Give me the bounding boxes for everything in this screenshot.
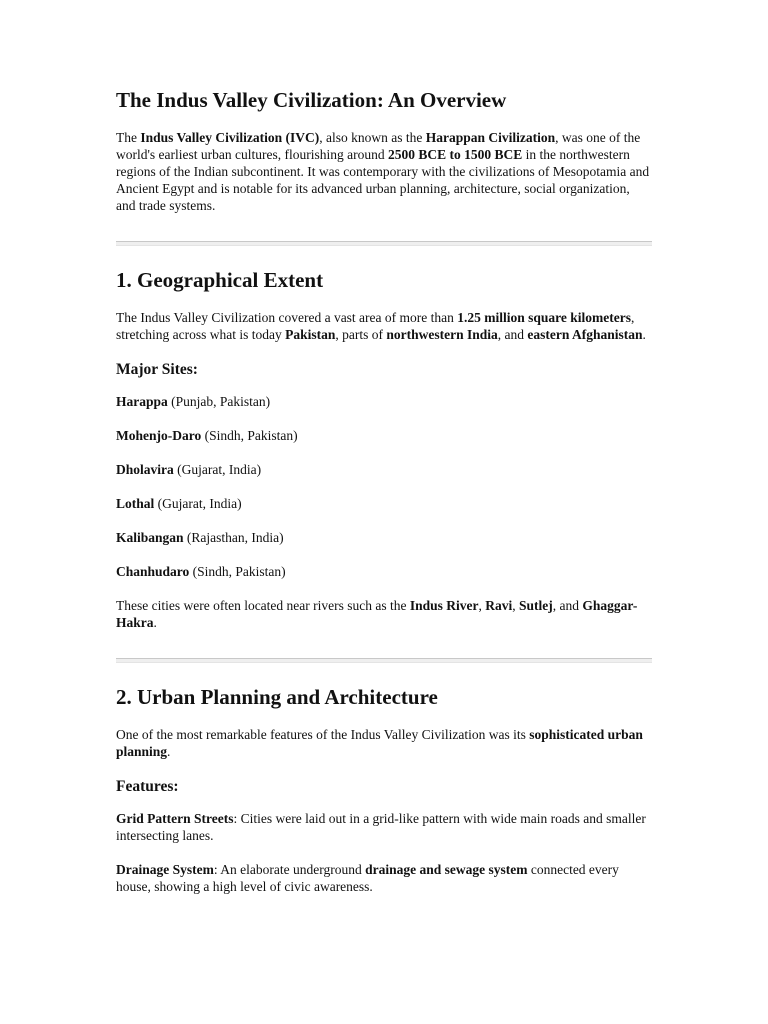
- section-heading-geography: 1. Geographical Extent: [116, 268, 324, 292]
- site-name: Chanhudaro: [116, 564, 190, 579]
- bold-text: drainage and sewage system: [365, 862, 528, 877]
- site-location: (Rajasthan, India): [183, 530, 284, 545]
- site-location: (Sindh, Pakistan): [189, 564, 286, 579]
- site-location: (Gujarat, India): [173, 462, 262, 477]
- site-name: Dholavira: [116, 462, 174, 477]
- site-item: [116, 529, 652, 546]
- text-run: These cities were often located near rivers such as the: [116, 598, 410, 613]
- bold-text: Indus River: [409, 598, 479, 613]
- text-run: ,: [478, 598, 486, 613]
- text-run: The: [116, 130, 141, 145]
- document-page: [116, 86, 652, 912]
- site-item: [116, 427, 652, 444]
- site-name: Lothal: [116, 496, 155, 511]
- bold-text: 2500 BCE to 1500 BCE: [388, 147, 523, 162]
- site-name: Harappa: [116, 394, 168, 409]
- text-run: , also known as the: [319, 130, 426, 145]
- site-name: Kalibangan: [116, 530, 184, 545]
- site-item: [116, 495, 652, 512]
- bold-text: Pakistan: [285, 327, 336, 342]
- bold-text: Indus Valley Civilization (IVC): [140, 130, 320, 145]
- rivers-paragraph: [116, 597, 652, 631]
- geography-paragraph: [116, 309, 652, 343]
- text-run: : Cities were laid out in a grid-like pattern with wide main roads and smaller intersecting lanes.: [116, 811, 646, 843]
- site-item: [116, 563, 652, 580]
- text-run: .: [153, 615, 157, 630]
- site-location: (Sindh, Pakistan): [201, 428, 298, 443]
- urban-planning-paragraph: [116, 726, 652, 760]
- site-item: [116, 393, 652, 410]
- bold-text: Grid Pattern Streets: [116, 811, 234, 826]
- text-run: in the northwestern regions of the Indian subcontinent. It was contemporary with the civilizations of Mesopotamia and Ancient Egypt and is notable for its advanced urban planning, architecture, social organization, and trade systems.: [116, 147, 650, 213]
- bold-text: northwestern India: [386, 327, 498, 342]
- bold-text: Ghaggar-Hakra: [116, 598, 638, 630]
- feature-item: [116, 810, 652, 844]
- bold-text: eastern Afghanistan: [527, 327, 643, 342]
- text-run: , parts of: [335, 327, 387, 342]
- text-run: , was one of the world's earliest urban cultures, flourishing around: [116, 130, 641, 162]
- text-run: : An elaborate underground: [213, 862, 366, 877]
- feature-item: [116, 861, 652, 895]
- bold-text: Drainage System: [116, 862, 214, 877]
- text-run: , and: [552, 598, 583, 613]
- text-run: .: [642, 327, 646, 342]
- site-name: Mohenjo-Daro: [116, 428, 202, 443]
- intro-paragraph: [116, 129, 652, 214]
- subheading-major-sites: Major Sites:: [116, 361, 198, 378]
- section-heading-urban-planning: 2. Urban Planning and Architecture: [116, 685, 438, 709]
- bold-text: Sutlej: [519, 598, 553, 613]
- text-run: One of the most remarkable features of the Indus Valley Civilization was its: [116, 727, 530, 742]
- subheading-features: Features:: [116, 778, 179, 795]
- text-run: ,: [512, 598, 520, 613]
- bold-text: sophisticated urban planning: [116, 727, 643, 759]
- bold-text: Harappan Civilization: [425, 130, 556, 145]
- text-run: .: [167, 744, 171, 759]
- text-run: , and: [497, 327, 528, 342]
- text-run: connected every house, showing a high level of civic awareness.: [116, 862, 619, 894]
- features-list: [116, 810, 652, 895]
- site-location: (Gujarat, India): [154, 496, 242, 511]
- bold-text: 1.25 million square kilometers: [457, 310, 632, 325]
- sites-list: [116, 393, 652, 580]
- text-run: The Indus Valley Civilization covered a vast area of more than: [116, 310, 458, 325]
- document-title: The Indus Valley Civilization: An Overview: [116, 88, 507, 112]
- site-item: [116, 461, 652, 478]
- bold-text: Ravi: [485, 598, 513, 613]
- text-run: , stretching across what is today: [116, 310, 635, 342]
- site-location: (Punjab, Pakistan): [167, 394, 271, 409]
